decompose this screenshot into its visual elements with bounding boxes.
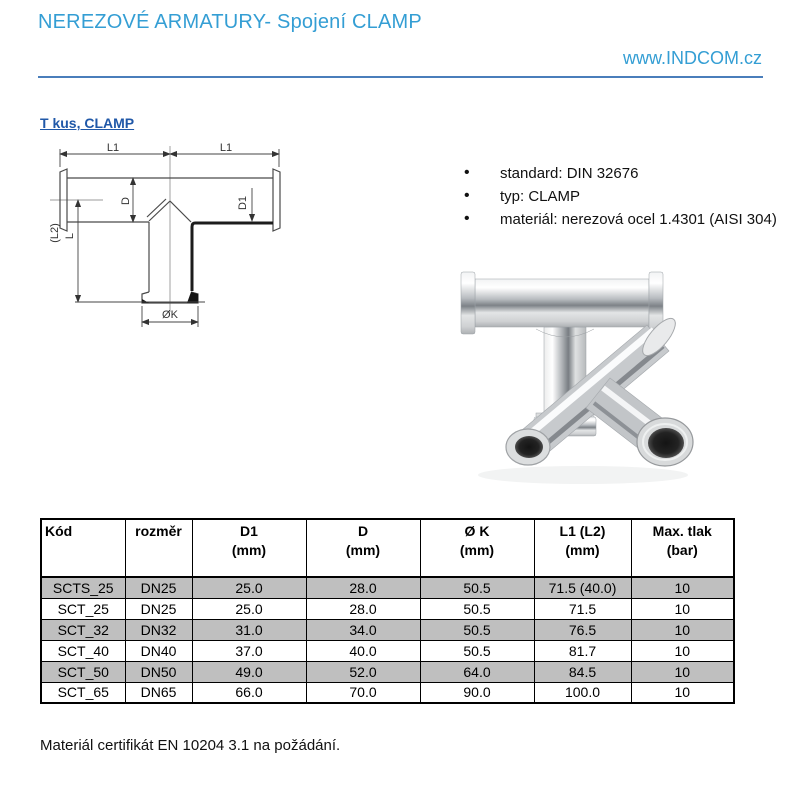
header-label: D1	[240, 523, 258, 539]
centerlines	[50, 146, 170, 312]
table-row	[41, 577, 734, 598]
dimension-label-d1: D1	[237, 195, 249, 211]
table-cell: 37.0	[192, 640, 306, 661]
table-header-kod	[41, 519, 125, 577]
table-cell: 25.0	[192, 598, 306, 619]
dimension-label-ok: ØK	[162, 309, 178, 321]
table-cell: DN32	[125, 619, 192, 640]
table-cell: 28.0	[306, 598, 420, 619]
table-cell: 50.5	[420, 640, 534, 661]
header-unit: (mm)	[231, 542, 267, 558]
header-label: Kód	[45, 523, 73, 539]
header-label: L1 (L2)	[559, 523, 606, 539]
table-cell: 76.5	[534, 619, 631, 640]
table-header-ok	[420, 519, 534, 577]
table-cell: SCT_32	[41, 619, 125, 640]
table-header-l1l2	[534, 519, 631, 577]
header-unit: (mm)	[565, 542, 600, 558]
table-cell: 81.7	[534, 640, 631, 661]
table-header-d1	[192, 519, 306, 577]
dimension-label-l2: (L2)	[49, 223, 61, 243]
tee-fitting-front	[506, 314, 693, 466]
table-header-max-tlak	[631, 519, 734, 577]
table-header-rozmer	[125, 519, 192, 577]
header-label: Ø K	[464, 523, 490, 539]
dimension-label-l1-right: L1	[219, 142, 233, 154]
table-row	[41, 661, 734, 682]
table-cell: DN25	[125, 598, 192, 619]
page-title: NEREZOVÉ ARMATURY- Spojení CLAMP	[38, 11, 422, 33]
dimension-label-l1-left: L1	[106, 142, 120, 154]
table-cell: 50.5	[420, 598, 534, 619]
table-cell: DN65	[125, 682, 192, 703]
table-row	[41, 682, 734, 703]
table-cell: 90.0	[420, 682, 534, 703]
table-cell: SCT_25	[41, 598, 125, 619]
table-cell: 71.5 (40.0)	[534, 577, 631, 598]
table-row	[41, 619, 734, 640]
header-divider	[38, 76, 763, 78]
table-cell: 50.5	[420, 619, 534, 640]
table-cell: SCT_50	[41, 661, 125, 682]
table-cell: DN25	[125, 577, 192, 598]
table-cell: SCTS_25	[41, 577, 125, 598]
header-unit: (mm)	[459, 542, 495, 558]
header-label: rozměr	[135, 523, 182, 539]
table-row	[41, 598, 734, 619]
table-cell: 52.0	[306, 661, 420, 682]
table-cell: SCT_40	[41, 640, 125, 661]
table-cell: 100.0	[534, 682, 631, 703]
header-label: D	[357, 523, 369, 539]
footer-note: Materiál certifikát EN 10204 3.1 na požádání.	[40, 737, 341, 754]
header-unit: (mm)	[345, 542, 381, 558]
table-cell: 10	[631, 682, 734, 703]
table-cell: 10	[631, 661, 734, 682]
table-header-row	[41, 519, 734, 577]
spec-item-type: • typ: CLAMP	[458, 188, 793, 205]
table-cell: 84.5	[534, 661, 631, 682]
table-cell: 31.0	[192, 619, 306, 640]
table-cell: 10	[631, 577, 734, 598]
product-photo	[448, 243, 713, 495]
spec-item-material: • materiál: nerezová ocel 1.4301 (AISI 304)	[458, 211, 793, 228]
table-cell: 70.0	[306, 682, 420, 703]
website-link[interactable]: www.INDCOM.cz	[623, 48, 762, 68]
header-unit: (bar)	[666, 542, 698, 558]
header-label: Max. tlak	[652, 523, 712, 539]
table-cell: SCT_65	[41, 682, 125, 703]
section-link-t-kus[interactable]: T kus, CLAMP	[40, 115, 135, 131]
dimension-lines	[60, 149, 279, 327]
photo-shadow	[478, 466, 688, 484]
spec-table	[40, 518, 735, 704]
table-row	[41, 640, 734, 661]
table-cell: 64.0	[420, 661, 534, 682]
section-lines	[192, 223, 273, 291]
technical-drawing	[45, 140, 300, 340]
table-cell: DN40	[125, 640, 192, 661]
table-cell: 66.0	[192, 682, 306, 703]
table-header-d	[306, 519, 420, 577]
table-cell: 10	[631, 598, 734, 619]
specs-list	[458, 165, 793, 234]
table-cell: 28.0	[306, 577, 420, 598]
spec-item-standard: • standard: DIN 32676	[458, 165, 793, 182]
table-cell: 49.0	[192, 661, 306, 682]
dimension-label-l: L	[64, 232, 76, 240]
table-cell: 50.5	[420, 577, 534, 598]
table-cell: 34.0	[306, 619, 420, 640]
table-cell: 40.0	[306, 640, 420, 661]
table-cell: 10	[631, 640, 734, 661]
table-cell: DN50	[125, 661, 192, 682]
table-cell: 71.5	[534, 598, 631, 619]
table-cell: 10	[631, 619, 734, 640]
table-cell: 25.0	[192, 577, 306, 598]
dimension-label-d: D	[120, 197, 132, 205]
